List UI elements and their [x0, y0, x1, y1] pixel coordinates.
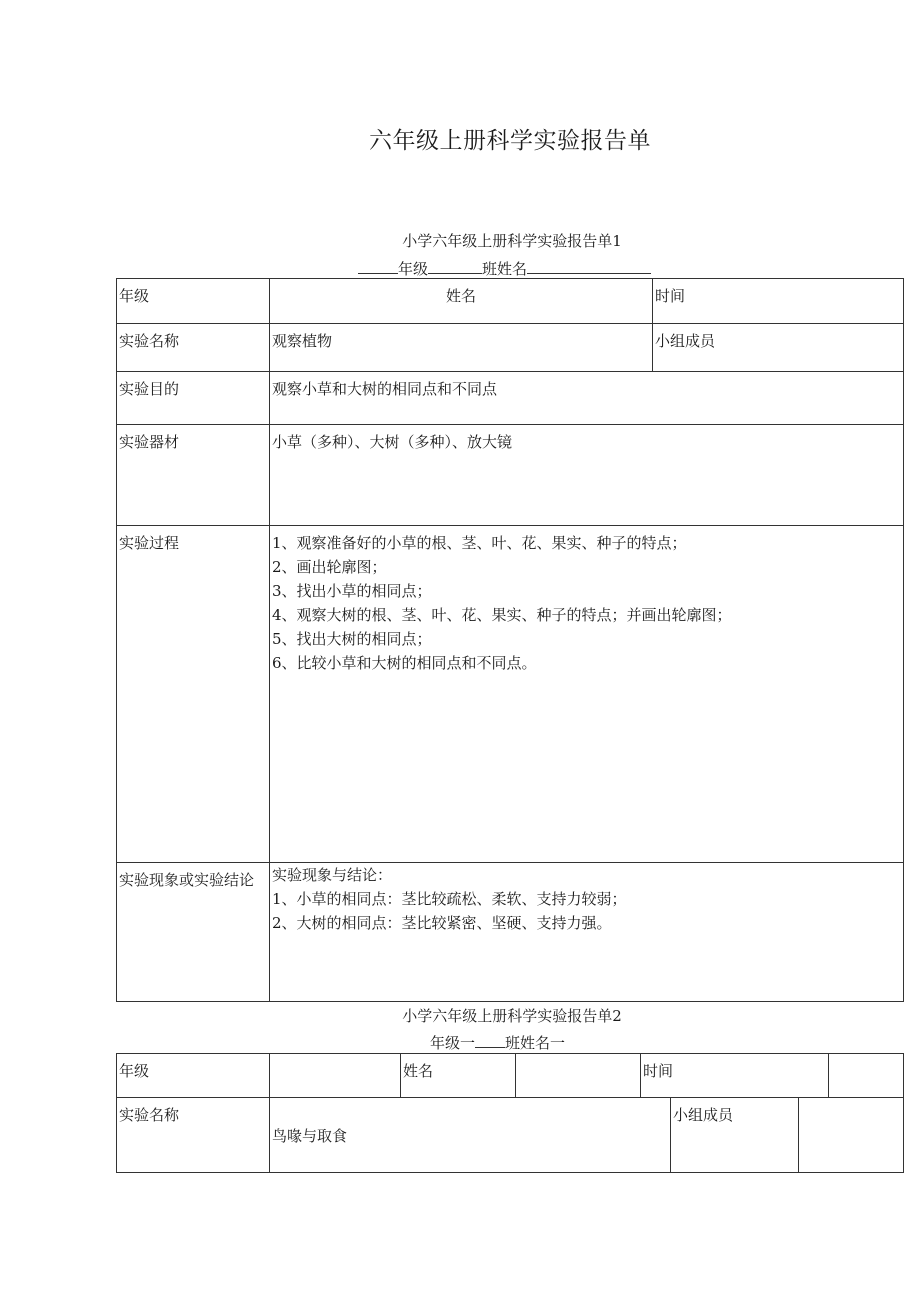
report2-time-value-cell[interactable] — [829, 1054, 904, 1098]
report1-grade-label-cell: 年级 — [117, 279, 270, 324]
report1-experiment-name-value: 观察植物 — [270, 324, 653, 372]
report1-info-line — [358, 258, 651, 279]
report2-experiment-name-value: 鸟喙与取食 — [270, 1098, 671, 1173]
report1-process-steps — [270, 526, 904, 863]
report2-name-label-cell: 姓名 — [401, 1054, 516, 1098]
report1-row-conclusion — [117, 863, 904, 1002]
report1-purpose-value: 观察小草和大树的相同点和不同点 — [270, 372, 904, 425]
report1-row-equipment — [117, 425, 904, 526]
report1-conclusion-lines — [270, 863, 904, 1002]
report2-row-experiment-name — [117, 1098, 904, 1173]
report1-row-experiment-name — [117, 324, 904, 372]
process-step: 1、观察准备好的小草的根、茎、叶、花、果实、种子的特点； — [272, 534, 687, 552]
report2-row-header — [117, 1054, 904, 1098]
report1-conclusion-label: 实验现象或实验结论 — [117, 863, 270, 1002]
report1-purpose-label: 实验目的 — [117, 372, 270, 425]
report1-table — [116, 278, 904, 1002]
report1-grade-blank[interactable] — [358, 259, 398, 274]
process-step: 3、找出小草的相同点； — [272, 582, 432, 600]
report1-row-header — [117, 279, 904, 324]
report2-experiment-name-label: 实验名称 — [117, 1098, 270, 1173]
report1-equipment-value: 小草（多种）、大树（多种）、放大镜 — [270, 425, 904, 526]
report2-info-line — [430, 1032, 565, 1053]
report1-name-label-cell: 姓名 — [270, 279, 653, 324]
report2-group-members-label: 小组成员 — [671, 1098, 799, 1173]
report2-grade-value-cell[interactable] — [270, 1054, 401, 1098]
conclusion-line: 1、小草的相同点：茎比较疏松、柔软、支持力较弱； — [272, 890, 627, 908]
process-step: 2、画出轮廓图； — [272, 558, 387, 576]
report2-title: 小学六年级上册科学实验报告单2 — [402, 1007, 622, 1025]
report1-class-blank[interactable] — [428, 259, 482, 274]
report1-row-process — [117, 526, 904, 863]
process-step: 5、找出大树的相同点； — [272, 630, 432, 648]
report2-class-blank[interactable] — [475, 1033, 505, 1048]
report2-group-members-value[interactable] — [799, 1098, 904, 1173]
report2-time-label-cell: 时间 — [641, 1054, 829, 1098]
report2-name-value-cell[interactable] — [516, 1054, 641, 1098]
document-title: 六年级上册科学实验报告单 — [369, 128, 651, 154]
report1-title: 小学六年级上册科学实验报告单1 — [402, 232, 622, 250]
process-step: 4、观察大树的根、茎、叶、花、果实、种子的特点；并画出轮廓图； — [272, 606, 732, 624]
report1-row-purpose — [117, 372, 904, 425]
conclusion-line: 2、大树的相同点：茎比较紧密、坚硬、支持力强。 — [272, 914, 612, 932]
report1-name-blank[interactable] — [527, 259, 651, 274]
report1-experiment-name-label: 实验名称 — [117, 324, 270, 372]
report2-grade-label: 年级一 — [430, 1034, 476, 1052]
report1-equipment-label: 实验器材 — [117, 425, 270, 526]
conclusion-line: 实验现象与结论： — [272, 866, 393, 884]
report1-group-members-label: 小组成员 — [653, 324, 904, 372]
report2-grade-label-cell: 年级 — [117, 1054, 270, 1098]
report1-class-name-label: 班姓名 — [482, 260, 528, 278]
report1-process-label: 实验过程 — [117, 526, 270, 863]
report2-class-name-label: 班姓名一 — [505, 1034, 566, 1052]
report1-grade-label: 年级 — [398, 260, 429, 278]
report1-time-label-cell: 时间 — [653, 279, 904, 324]
process-step: 6、比较小草和大树的相同点和不同点。 — [272, 654, 537, 672]
report2-table — [116, 1053, 904, 1173]
